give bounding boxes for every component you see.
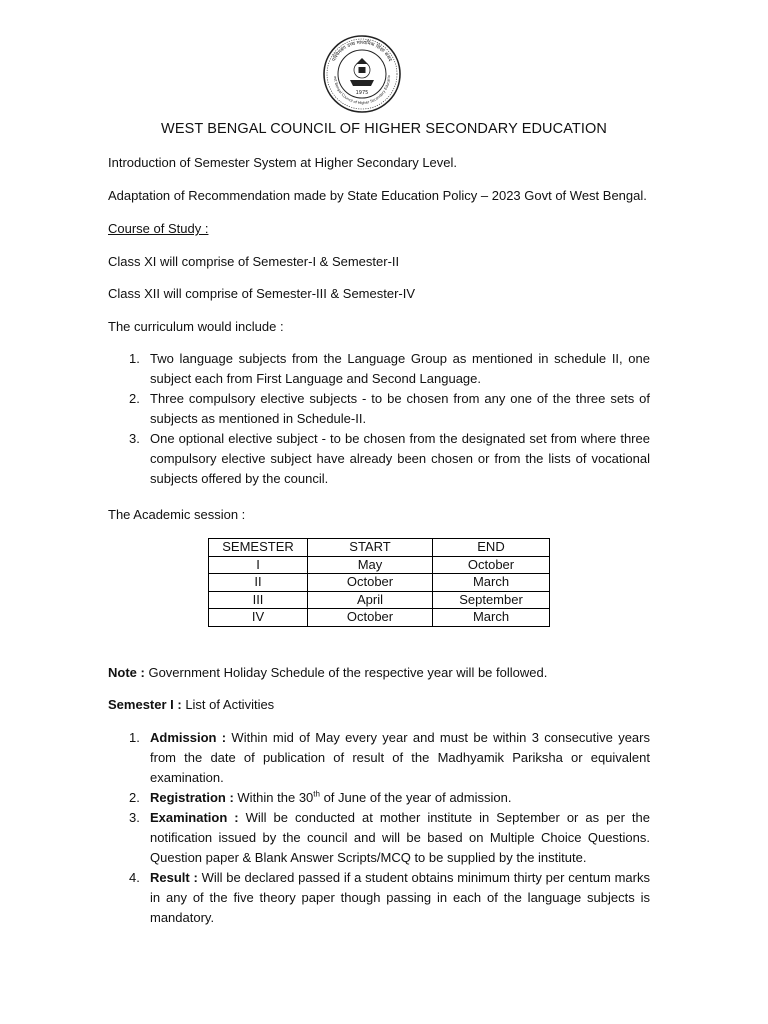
- table-row: [209, 609, 550, 627]
- document-title: WEST BENGAL COUNCIL OF HIGHER SECONDARY EDUCATION: [161, 121, 607, 137]
- note-line: [108, 663, 547, 683]
- list-item: 1. Two language subjects from the Language Group as mentioned in schedule II, one subject each from First Language and Second Language.: [129, 351, 650, 386]
- list-item: 2. Registration : Within the 30th of June of the year of admission.: [129, 789, 512, 805]
- table-cell: September: [433, 591, 550, 609]
- table-cell: October: [308, 574, 433, 592]
- intro-line-2: Adaptation of Recommendation made by State Education Policy – 2023 Govt of West Bengal.: [108, 188, 647, 203]
- list-item: 1. Admission : Within mid of May every year and must be within 3 consecutive years from the date of publication of result of the Madhyamik Pariksha or equivalent examination.: [129, 730, 650, 785]
- class-xii-line: Class XII will comprise of Semester-III & Semester-IV: [108, 286, 416, 301]
- table-cell: I: [209, 556, 308, 574]
- list-item: 2. Three compulsory elective subjects - to be chosen from any one of the three sets of subjects as mentioned in Schedule-II.: [129, 391, 650, 426]
- curriculum-list: [108, 349, 650, 489]
- column-header: END: [433, 539, 550, 557]
- note-text: Government Holiday Schedule of the respective year will be followed.: [144, 665, 548, 680]
- class-xi-line: Class XI will comprise of Semester-I & Semester-II: [108, 254, 400, 269]
- intro-line-1: Introduction of Semester System at Higher Secondary Level.: [108, 155, 458, 170]
- academic-session-table: [208, 538, 550, 627]
- table-cell: II: [209, 574, 308, 592]
- table-cell: May: [308, 556, 433, 574]
- table-cell: March: [433, 574, 550, 592]
- course-of-study-heading: Course of Study :: [108, 221, 209, 236]
- list-item: 3. Examination : Will be conducted at mother institute in September or as per the notification issued by the council and will be based on Multiple Choice Questions. Question paper & Blank Answer Scripts/MCQ to be supplied by the institute.: [129, 810, 650, 865]
- semester-1-label: Semester I :: [108, 697, 182, 712]
- table-cell: III: [209, 591, 308, 609]
- table-row: [209, 591, 550, 609]
- table-cell: IV: [209, 609, 308, 627]
- table-row: [209, 556, 550, 574]
- curriculum-lead: The curriculum would include :: [108, 319, 284, 334]
- svg-text:पश्चिमबंग उच्च माध्यमिक शिक्षा: पश्चिमबंग उच्च माध्यमिक शिक्षा संसद: [331, 39, 393, 63]
- list-item: 3. One optional elective subject - to be chosen from the designated set from where three compulsory elective subject have already been chosen or from the lists of vocational subjects offered by the council.: [129, 431, 650, 486]
- column-header: START: [308, 539, 433, 557]
- list-item: 4. Result : Will be declared passed if a student obtains minimum thirty per centum marks in any of the five theory paper though passing in each of the language subjects is mandatory.: [129, 870, 650, 925]
- semester-1-activities-list: [108, 728, 650, 928]
- table-header-row: [209, 539, 550, 557]
- semester-1-heading: [108, 695, 274, 715]
- academic-session-lead: The Academic session :: [108, 507, 246, 522]
- table-cell: March: [433, 609, 550, 627]
- column-header: SEMESTER: [209, 539, 308, 557]
- table-row: [209, 574, 550, 592]
- table-cell: April: [308, 591, 433, 609]
- table-cell: October: [308, 609, 433, 627]
- table-cell: October: [433, 556, 550, 574]
- semester-1-text: List of Activities: [181, 697, 275, 712]
- note-label: Note :: [108, 665, 145, 680]
- council-seal-logo: [322, 34, 402, 114]
- svg-text:West Bengal Council of Higher: est Bengal Council of Higher Secondary Educatio: [332, 75, 392, 106]
- svg-text:1975: 1975: [355, 90, 369, 96]
